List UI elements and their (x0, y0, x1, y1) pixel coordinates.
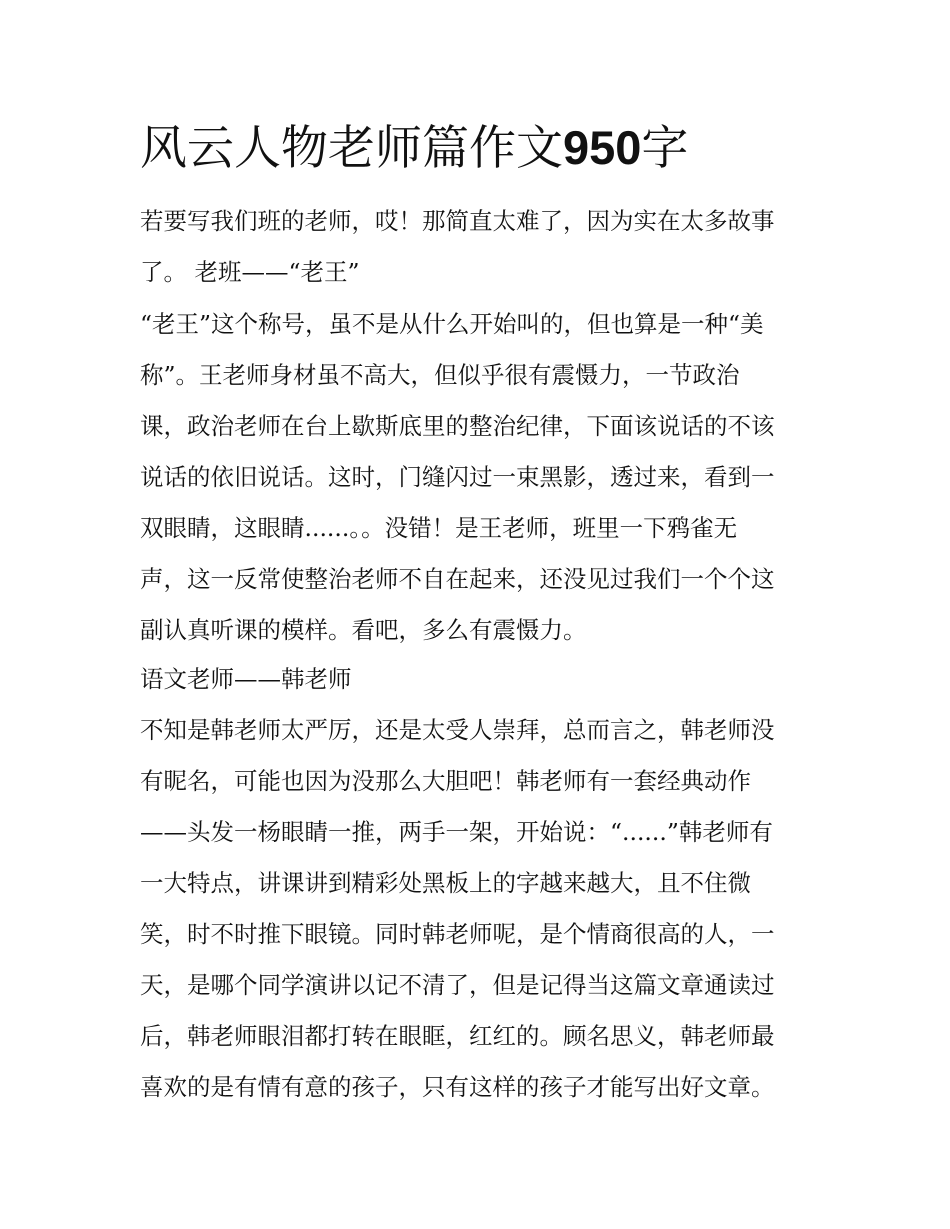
text-line: 了。 老班——“老王” (140, 258, 360, 286)
text-line: 后，韩老师眼泪都打转在眼眶，红红的。顾名思义，韩老师最 (140, 1022, 775, 1050)
text-line: 声，这一反常使整治老师不自在起来，还没见过我们一个个这 (140, 565, 775, 593)
title-suffix: 字 (641, 121, 689, 176)
text-line: 笑，时不时推下眼镜。同时韩老师呢，是个情商很高的人，一 (140, 920, 775, 948)
text-line: 若要写我们班的老师，哎！那简直太难了，因为实在太多故事 (140, 207, 775, 235)
title-text: 风云人物老师篇作文 (140, 121, 563, 176)
text-line: 副认真听课的模样。看吧，多么有震慑力。 (140, 616, 587, 644)
text-line: 喜欢的是有情有意的孩子，只有这样的孩子才能写出好文章。 (140, 1073, 775, 1101)
text-line: 有昵名，可能也因为没那么大胆吧！韩老师有一套经典动作 (140, 767, 751, 795)
text-line: ——头发一杨眼睛一推，两手一架，开始说：“......”韩老师有 (140, 818, 773, 846)
text-line: 不知是韩老师太严厉，还是太受人崇拜，总而言之，韩老师没 (140, 716, 775, 744)
section-heading: 语文老师——韩老师 (140, 665, 352, 693)
text-line: 称”。王老师身材虽不高大，但似乎很有震慑力，一节政治 (140, 361, 740, 389)
page-title (140, 118, 688, 179)
text-line: 课，政治老师在台上歇斯底里的整治纪律，下面该说话的不该 (140, 412, 775, 440)
text-line: 说话的依旧说话。这时，门缝闪过一束黑影，透过来，看到一 (140, 463, 775, 491)
text-line: “老王”这个称号，虽不是从什么开始叫的，但也算是一种“美 (140, 310, 764, 338)
text-line: 天，是哪个同学演讲以记不清了，但是记得当这篇文章通读过 (140, 971, 775, 999)
text-line: 双眼睛，这眼睛......。。没错！是王老师，班里一下鸦雀无 (140, 514, 738, 542)
text-line: 一大特点，讲课讲到精彩处黑板上的字越来越大，且不住微 (140, 869, 751, 897)
title-number: 950 (563, 121, 642, 174)
